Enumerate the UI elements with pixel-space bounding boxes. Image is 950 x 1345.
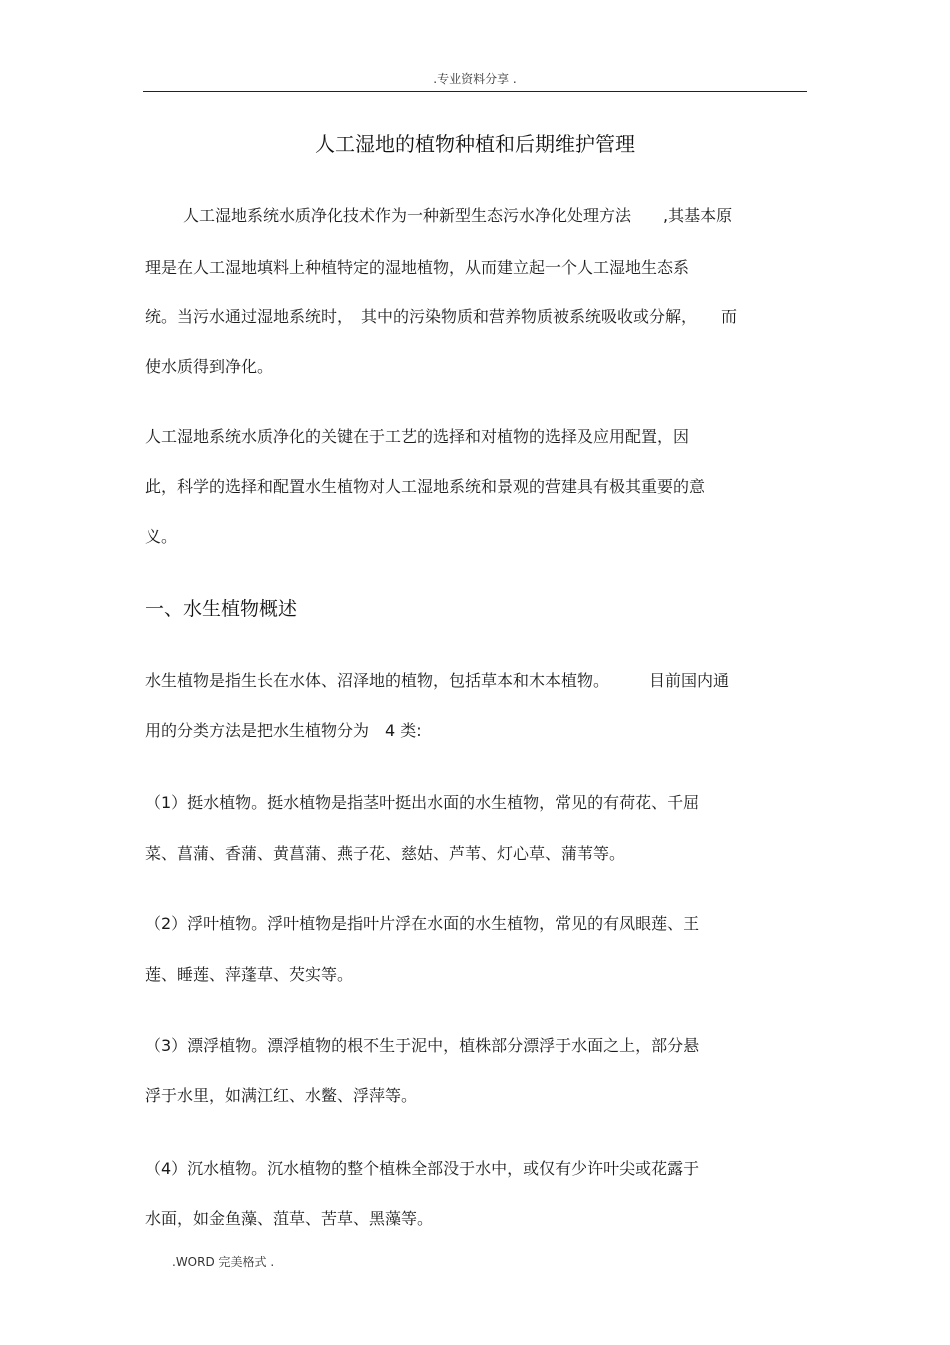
header-rule [143, 91, 807, 92]
intro-line: 人工湿地系统水质净化技术作为一种新型生态污水净化处理方法 ,其基本原 [183, 206, 733, 225]
category-emergent-line: 菜、菖蒲、香蒲、黄菖蒲、燕子花、慈姑、芦苇、灯心草、蒲苇等。 [145, 844, 626, 863]
document-title: 人工湿地的植物种植和后期维护管理 [315, 132, 635, 156]
category-emergent-line: （1）挺水植物。挺水植物是指茎叶挺出水面的水生植物，常见的有荷花、千屈 [145, 793, 700, 812]
page-header: .专业资料分享 . [433, 72, 517, 86]
category-floating-leaf-line: （2）浮叶植物。浮叶植物是指叶片浮在水面的水生植物，常见的有凤眼莲、王 [145, 914, 700, 933]
category-submerged-line: （4）沉水植物。沉水植物的整个植株全部没于水中，或仅有少许叶尖或花露于 [145, 1159, 700, 1178]
overview-line: 水生植物是指生长在水体、沼泽地的植物，包括草本和木本植物。 目前国内通 [145, 671, 730, 690]
intro-line: 使水质得到净化。 [145, 357, 274, 376]
category-free-floating-line: （3）漂浮植物。漂浮植物的根不生于泥中，植株部分漂浮于水面之上，部分悬 [145, 1036, 700, 1055]
category-free-floating-line: 浮于水里，如满江红、水鳖、浮萍等。 [145, 1086, 418, 1105]
page-footer: .WORD 完美格式 . [172, 1255, 275, 1269]
overview-line: 用的分类方法是把水生植物分为 4 类: [145, 721, 422, 740]
key-line: 义。 [145, 527, 178, 546]
intro-line: 统。当污水通过湿地系统时， 其中的污染物质和营养物质被系统吸收或分解， 而 [145, 307, 738, 326]
category-floating-leaf-line: 莲、睡莲、萍蓬草、芡实等。 [145, 965, 354, 984]
key-line: 此，科学的选择和配置水生植物对人工湿地系统和景观的营建具有极其重要的意 [145, 477, 706, 496]
category-submerged-line: 水面，如金鱼藻、菹草、苦草、黑藻等。 [145, 1209, 434, 1228]
intro-line: 理是在人工湿地填料上种植特定的湿地植物，从而建立起一个人工湿地生态系 [145, 258, 690, 277]
key-line: 人工湿地系统水质净化的关键在于工艺的选择和对植物的选择及应用配置，因 [145, 427, 690, 446]
section-heading: 一、水生植物概述 [145, 598, 298, 620]
